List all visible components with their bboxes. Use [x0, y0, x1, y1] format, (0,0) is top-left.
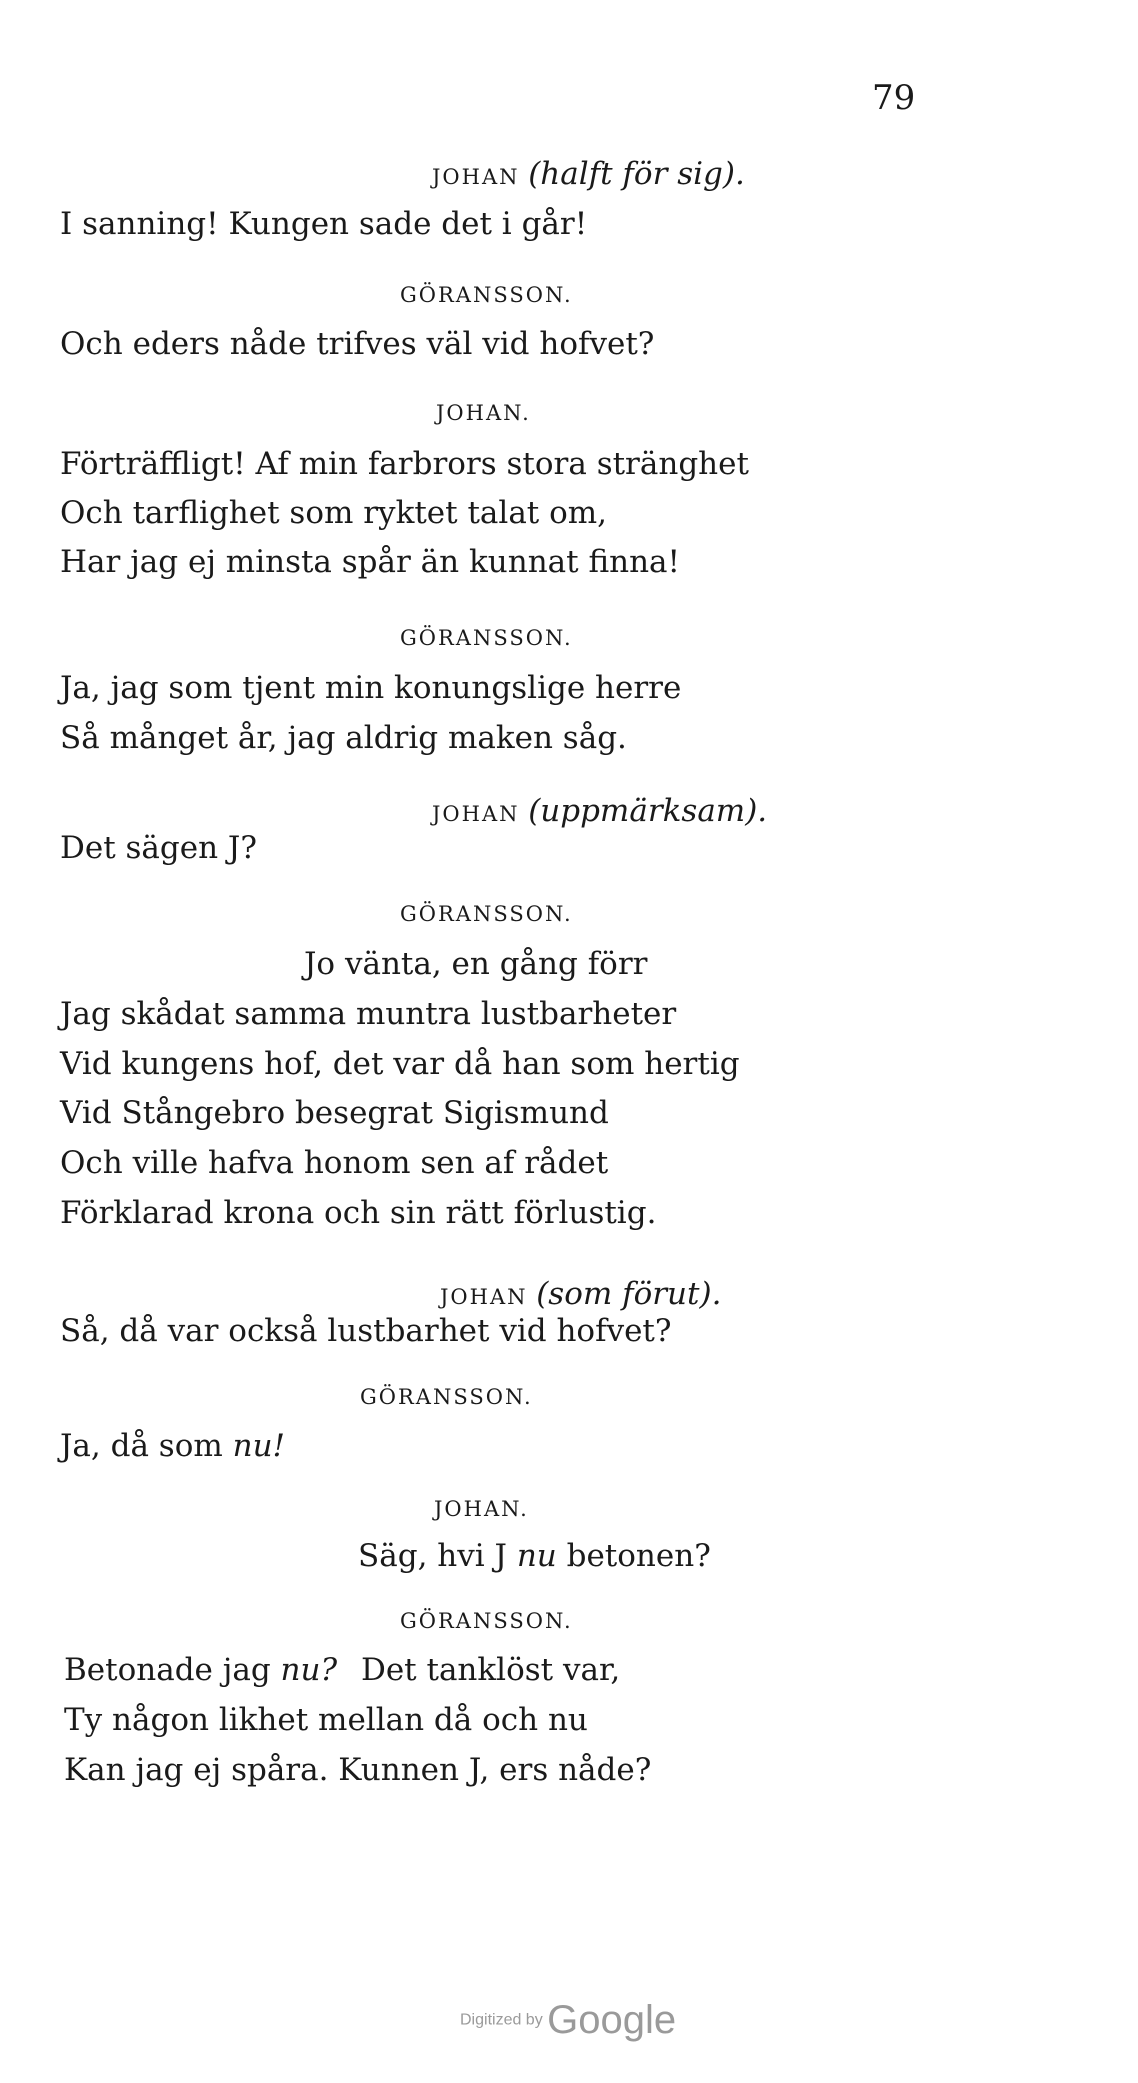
verse-line: Och ville hafva honom sen af rådet [60, 1145, 609, 1181]
emphasized-word: nu [516, 1538, 557, 1574]
verse-line: Vid kungens hof, det var då han som hertig [60, 1046, 740, 1082]
emphasized-word: nu? [280, 1652, 338, 1688]
page-number: 79 [872, 78, 916, 118]
verse-line: Kan jag ej spåra. Kunnen J, ers nåde? [64, 1752, 652, 1788]
speaker-johan: JOHAN. [434, 1497, 529, 1521]
speaker-goransson: GÖRANSSON. [400, 626, 573, 650]
verse-line: I sanning! Kungen sade det i går! [60, 206, 588, 242]
google-logo: Google [547, 1998, 677, 2042]
speaker-goransson: GÖRANSSON. [400, 1609, 573, 1633]
verse-line: Har jag ej minsta spår än kunnat finna! [60, 544, 680, 580]
stage-direction: (halft för sig). [528, 156, 745, 192]
verse-line: Jag skådat samma muntra lustbarheter [60, 996, 677, 1032]
verse-line: Och eders nåde trifves väl vid hofvet? [60, 326, 655, 362]
verse-line: Säg, hvi J nu betonen? [358, 1538, 711, 1574]
verse-line: Och tarflighet som ryktet talat om, [60, 495, 608, 531]
speaker-johan: JOHAN (halft för sig). [432, 156, 745, 192]
verse-line: Ja, då som nu! [60, 1428, 286, 1464]
speaker-johan: JOHAN (som förut). [440, 1276, 722, 1312]
digitized-by-label: Digitized by [460, 2011, 543, 2029]
verse-line: Vid Stångebro besegrat Sigismund [60, 1095, 609, 1131]
verse-line: Jo vänta, en gång förr [304, 946, 648, 982]
verse-line: Betonade jag nu? Det tanklöst var, [64, 1652, 621, 1688]
verse-line: Så månget år, jag aldrig maken såg. [60, 720, 627, 756]
verse-line: Så, då var också lustbarhet vid hofvet? [60, 1313, 672, 1349]
verse-line: Ty någon likhet mellan då och nu [64, 1702, 588, 1738]
speaker-johan: JOHAN. [436, 401, 531, 425]
speaker-goransson: GÖRANSSON. [400, 902, 573, 926]
speaker-goransson: GÖRANSSON. [360, 1385, 533, 1409]
stage-direction: (som förut). [536, 1276, 722, 1312]
emphasized-word: nu! [232, 1428, 286, 1464]
speaker-goransson: GÖRANSSON. [400, 283, 573, 307]
verse-line: Ja, jag som tjent min konungslige herre [60, 670, 682, 706]
digitized-watermark [460, 1998, 676, 2043]
verse-line: Det sägen J? [60, 830, 257, 866]
stage-direction: (uppmärksam). [528, 793, 768, 829]
speaker-johan: JOHAN (uppmärksam). [432, 793, 768, 829]
verse-line: Förklarad krona och sin rätt förlustig. [60, 1195, 657, 1231]
verse-line: Förträffligt! Af min farbrors stora stränghet [60, 446, 749, 482]
